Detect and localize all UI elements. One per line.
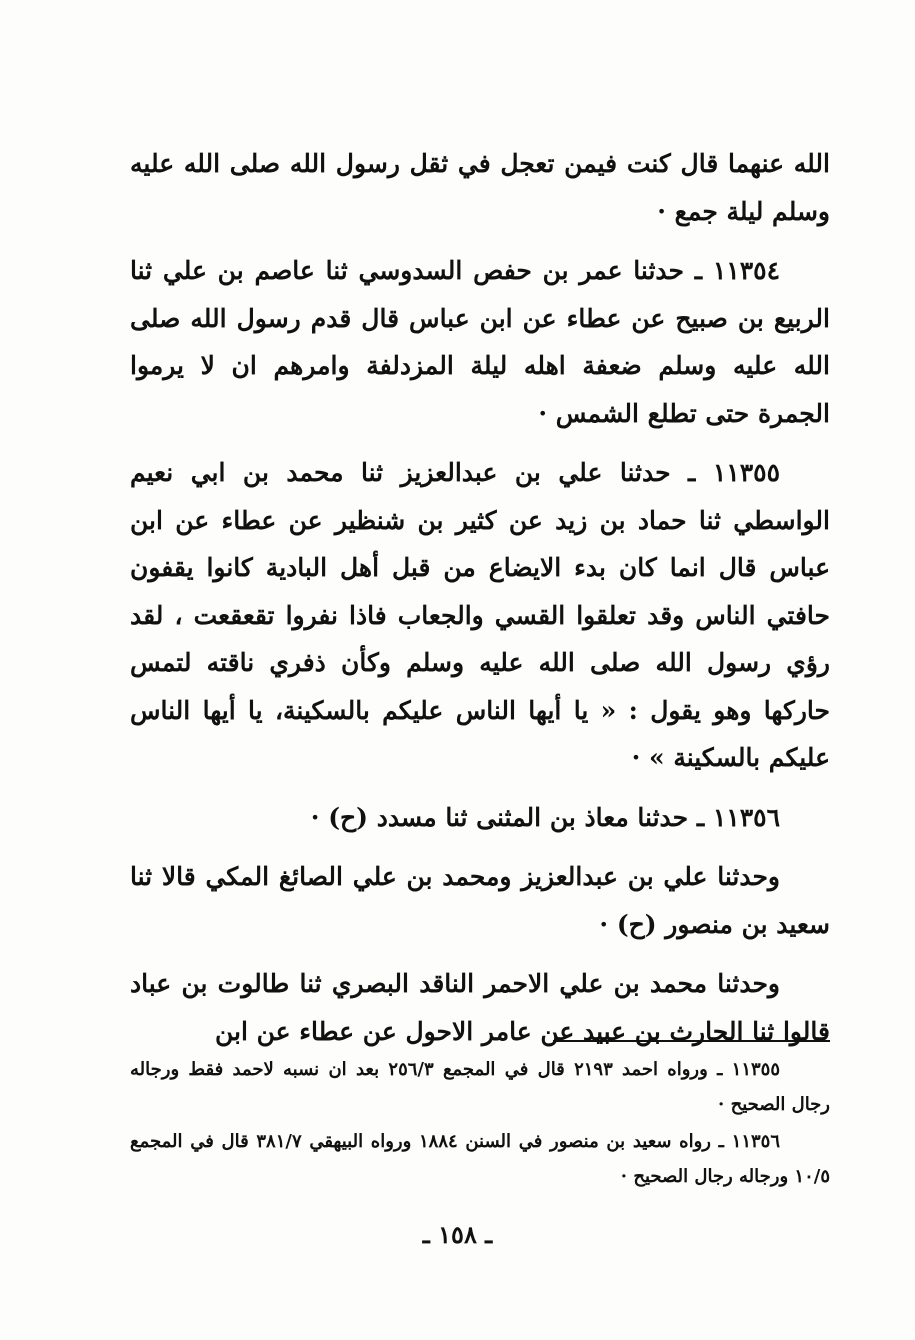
hadith-11356-chain-3: وحدثنا محمد بن علي الاحمر الناقد البصري ثنا طالوت بن عباد قالوا ثنا الحارث بن عبيد عن عامر الاحول عن عطاء عن ابن [130, 969, 830, 1046]
footnote-11355: ١١٣٥٥ ـ ورواه احمد ٢١٩٣ قال في المجمع ٢٥٦/٣ بعد ان نسبه لاحمد فقط ورجاله رجال الصحيح · [130, 1059, 830, 1115]
footnote-11356: ١١٣٥٦ ـ رواه سعيد بن منصور في السنن ١٨٨٤ ورواه البيهقي ٣٨١/٧ قال في المجمع ١٠/٥ ورجاله رجال الصحيح · [130, 1131, 830, 1187]
hadith-11356-chain-2: وحدثنا علي بن عبدالعزيز ومحمد بن علي الصائغ المكي قالا ثنا سعيد بن منصور (ح) · [130, 862, 830, 939]
hadith-11354: ١١٣٥٤ ـ حدثنا عمر بن حفص السدوسي ثنا عاصم بن علي ثنا الربيع بن صبيح عن عطاء عن ابن عباس قال قدم رسول الله صلى الله عليه وسلم ضعفة اهله ليلة المزدلفة وامرهم ان لا يرموا الجمرة حتى تطلع الشمس · [130, 256, 830, 428]
hadith-11355: ١١٣٥٥ ـ حدثنا علي بن عبدالعزيز ثنا محمد بن ابي نعيم الواسطي ثنا حماد بن زيد عن كثير بن شنظير عن عطاء عن ابن عباس قال انما كان بدء الايضاع من قبل أهل البادية كانوا يقفون حافتي الناس وقد تعلقوا القسي والجعاب فاذا نفروا تقعقعت ، لقد رؤي رسول الله صلى الله عليه وسلم وكأن ذفري ناقته لتمس حاركها وهو يقول : « يا أيها الناس عليكم بالسكينة، يا أيها الناس عليكم بالسكينة » · [130, 458, 830, 772]
page-number: ـ ١٥٨ ـ [422, 1220, 493, 1249]
footnotes [130, 1052, 830, 1196]
paragraph-continuation: الله عنهما قال كنت فيمن تعجل في ثقل رسول الله صلى الله عليه وسلم ليلة جمع · [130, 149, 830, 226]
main-text [130, 140, 830, 1067]
footnote-divider [553, 1040, 830, 1042]
hadith-11356: ١١٣٥٦ ـ حدثنا معاذ بن المثنى ثنا مسدد (ح) · [310, 802, 780, 832]
